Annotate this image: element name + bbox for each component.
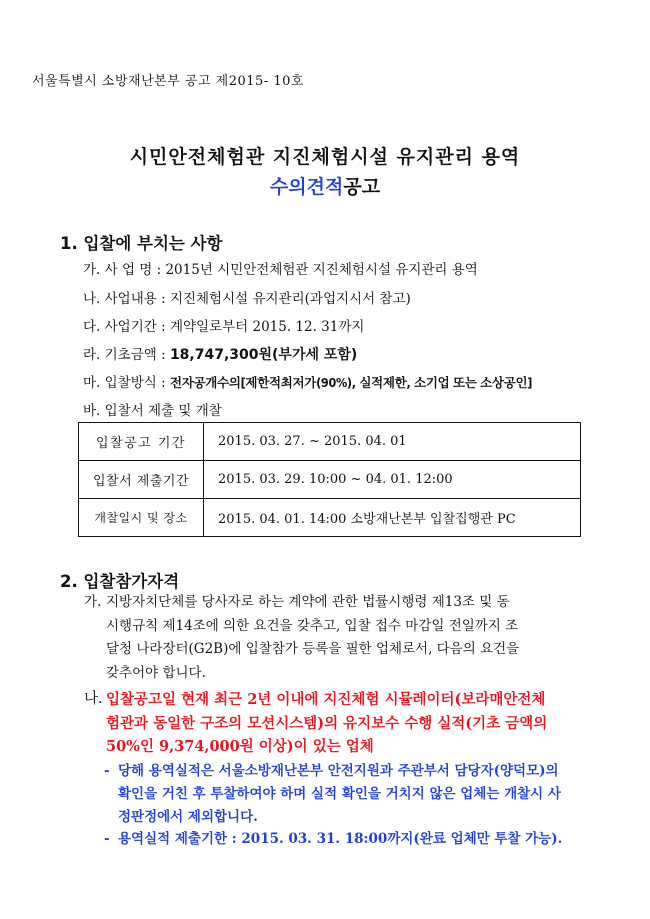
- item-a-mark: 가.: [84, 594, 102, 610]
- note-dash: -: [104, 831, 110, 847]
- schedule-table: [78, 422, 581, 537]
- document-number: 서울특별시 소방재난본부 공고 제2015- 10호: [32, 74, 304, 89]
- item-value: 계약일로부터 2015. 12. 31까지: [169, 319, 365, 335]
- text-line: 확인을 거친 후 투찰하여야 하며 실적 확인을 거치지 않은 업체는 개찰시 사: [118, 786, 561, 802]
- item-value: 2015년 시민안전체험관 지진체험시설 유지관리 용역: [165, 262, 478, 278]
- text-line: 지방자치단체를 당사자로 하는 계약에 관한 법률시행령 제13조 및 동: [106, 594, 510, 610]
- table-row: [79, 499, 581, 537]
- item-label: 마. 입찰방식 :: [83, 375, 166, 391]
- note-submission-deadline: [104, 828, 604, 851]
- item-project-period: [83, 315, 364, 335]
- item-label: 바. 입찰서 제출 및 개찰: [83, 403, 222, 419]
- item-value: 지진체험시설 유지관리(과업지시서 참고): [169, 291, 411, 307]
- schedule-value: 2015. 03. 27. ~ 2015. 04. 01: [204, 423, 581, 461]
- subtitle-highlight: 수의견적: [269, 176, 344, 198]
- text-line: 당해 용역실적은 서울소방재난본부 안전지원과 주관부서 담당자(양덕모)의: [118, 763, 559, 779]
- text-line: 정판정에서 제외합니다.: [118, 809, 258, 825]
- item-a-text: [106, 591, 606, 685]
- subtitle-rest: 공고: [343, 176, 381, 198]
- text-line: 용역실적 제출기한 : 2015. 03. 31. 18:00까지(완료 업체만 투찰 가능).: [118, 831, 563, 847]
- item-project-content: [83, 287, 411, 307]
- table-row: [79, 423, 581, 461]
- item-b-text: [106, 688, 604, 759]
- schedule-key: 입찰공고 기간: [79, 423, 204, 461]
- text-line: 험관과 동일한 구조의 모션시스템)의 유지보수 수행 실적(기초 금액의: [106, 714, 548, 732]
- note-text: [118, 760, 604, 829]
- table-row: [79, 461, 581, 499]
- item-b-mark: 나.: [84, 691, 103, 707]
- text-line: 50%인 9,374,000원 이상)이 있는 업체: [106, 738, 374, 755]
- page-subtitle: [0, 172, 650, 199]
- item-project-name: [83, 258, 478, 278]
- item-base-amount: [83, 343, 357, 364]
- text-line: 시행규칙 제14조에 의한 요건을 갖추고, 입찰 접수 마감일 전일까지 조: [106, 617, 519, 634]
- page-title: 시민안전체험관 지진체험시설 유지관리 용역: [129, 146, 521, 168]
- text-line: 갖추어야 합니다.: [106, 664, 206, 681]
- schedule-key: 개찰일시 및 장소: [79, 499, 204, 537]
- note-dash: -: [104, 763, 110, 779]
- section-2-heading: 2. 입찰참가자격: [60, 572, 180, 591]
- schedule-value: 2015. 03. 29. 10:00 ~ 04. 01. 12:00: [204, 461, 581, 499]
- note-performance-check: [104, 760, 604, 829]
- item-b: [84, 688, 604, 759]
- section-1-heading: 1. 입찰에 부치는 사항: [60, 234, 223, 253]
- item-value: 전자공개수의[제한적최저가(90%), 실적제한, 소기업 또는 소상공인]: [169, 375, 533, 390]
- item-value: 18,747,300원(부가세 포함): [169, 347, 358, 363]
- text-line: 달청 나라장터(G2B)에 입찰참가 등록을 필한 업체로서, 다음의 요건을: [106, 641, 520, 657]
- note-text: [118, 828, 604, 851]
- item-bid-submission: [83, 399, 222, 419]
- item-label: 가. 사 업 명 :: [83, 262, 162, 278]
- text-line: 입찰공고일 현재 최근 2년 이내에 지진체험 시뮬레이터(보라매안전체: [106, 691, 546, 708]
- schedule-value: 2015. 04. 01. 14:00 소방재난본부 입찰집행관 PC: [204, 499, 581, 537]
- item-label: 다. 사업기간 :: [83, 319, 166, 335]
- item-label: 라. 기초금액 :: [83, 347, 166, 363]
- schedule-key: 입찰서 제출기간: [79, 461, 204, 499]
- item-bid-method: [83, 371, 532, 391]
- item-label: 나. 사업내용 :: [83, 291, 166, 307]
